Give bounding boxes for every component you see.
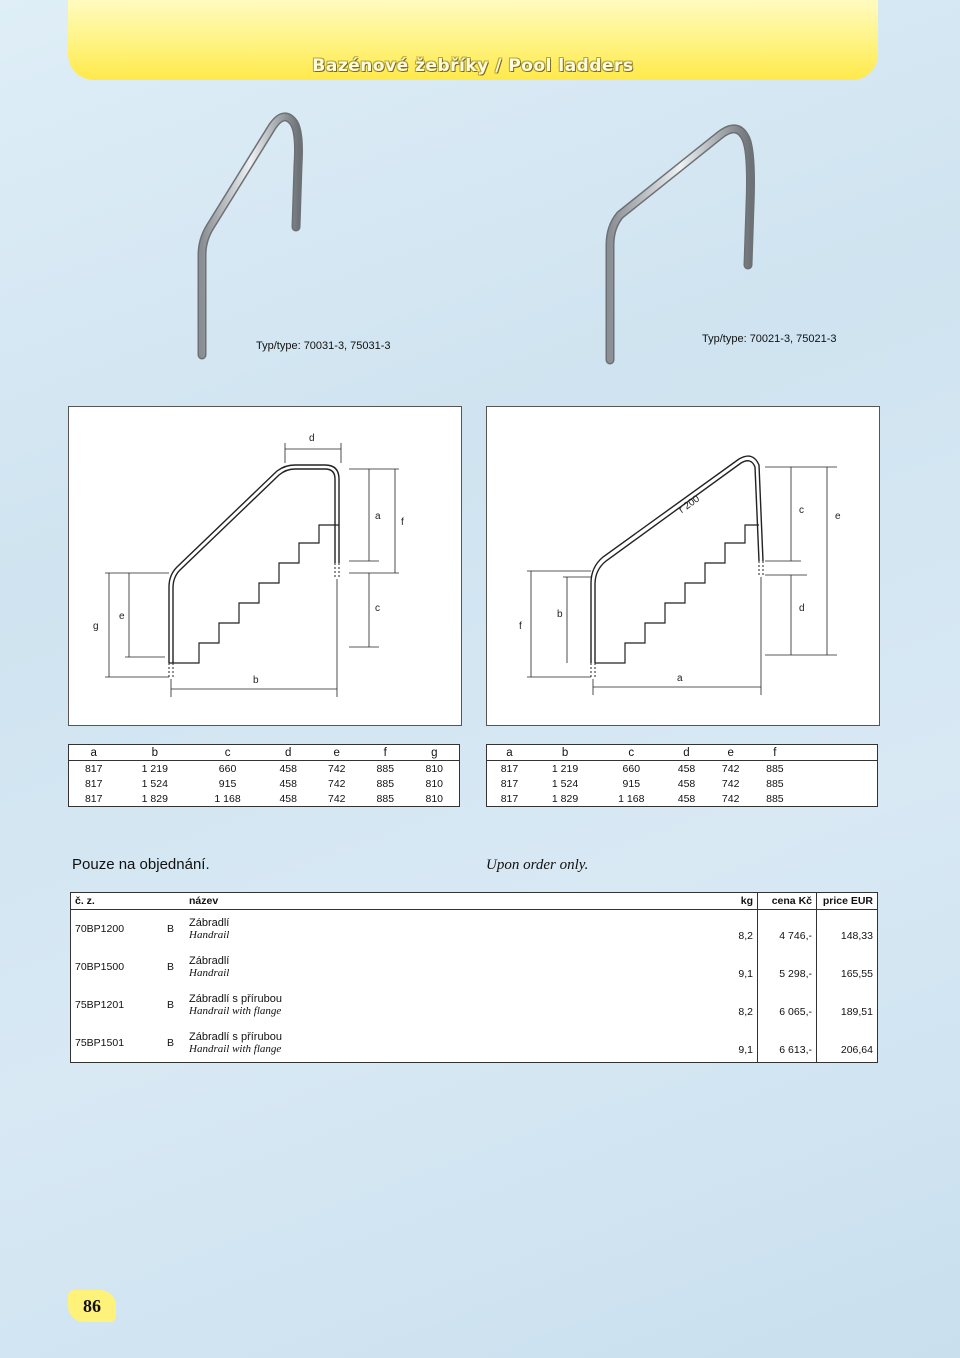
product-price-eur: 165,55 — [817, 948, 878, 986]
product-price-czk: 6 613,- — [758, 1024, 817, 1063]
order-note-en: Upon order only. — [486, 857, 589, 873]
table-cell: 810 — [425, 762, 444, 775]
column-header: f — [753, 745, 797, 761]
name-en: Handrail with flange — [189, 1005, 282, 1017]
name-en: Handrail — [189, 929, 230, 941]
handrail-photo-left — [180, 105, 320, 365]
table-cell: 1 524 — [551, 777, 579, 790]
column-header: b — [532, 745, 598, 761]
table-cell: 810 — [425, 777, 444, 790]
column-header: e — [709, 745, 753, 761]
technical-drawing-right — [486, 406, 880, 726]
dim-label-a: a — [375, 511, 381, 522]
product-name — [185, 986, 715, 1024]
table-cell: 742 — [721, 777, 740, 790]
product-code: 70BP1200 — [75, 923, 125, 935]
product-kg: 9,1 — [738, 1044, 753, 1056]
name-cz: Zábradlí s přírubou — [189, 1031, 282, 1043]
table-cell: 885 — [376, 777, 395, 790]
product-class: B — [167, 1037, 175, 1049]
dim-label-b: b — [557, 609, 563, 620]
price-table — [70, 892, 878, 1063]
table-row — [71, 910, 878, 949]
dim-label-c: c — [375, 603, 380, 614]
table-cell: 1 524 — [141, 777, 168, 790]
table-cell-empty — [797, 791, 878, 807]
dim-label-g: g — [93, 621, 99, 632]
table-cell: 458 — [677, 762, 696, 775]
column-header: d — [264, 745, 313, 761]
product-price-czk: 6 065,- — [758, 986, 817, 1024]
column-header: f — [361, 745, 410, 761]
table-cell: 817 — [500, 762, 519, 775]
column-header: g — [410, 745, 460, 761]
table-cell: 458 — [677, 792, 696, 805]
table-header-row — [71, 893, 878, 910]
column-header: a — [487, 745, 532, 761]
dim-label-c: c — [799, 505, 804, 516]
column-header-empty — [797, 745, 878, 761]
product-kg: 9,1 — [738, 968, 753, 980]
table-row — [69, 761, 460, 777]
page-title: Bazénové žebříky / Pool ladders — [312, 56, 634, 76]
dim-label-f: f — [519, 621, 522, 632]
table-cell: 1 168 — [214, 792, 241, 805]
product-name — [185, 1024, 715, 1063]
header-kg: kg — [715, 893, 758, 910]
name-en: Handrail — [189, 967, 230, 979]
dim-label-r: r 200 — [676, 493, 702, 516]
table-cell: 885 — [376, 762, 395, 775]
table-cell: 1 219 — [141, 762, 168, 775]
table-row — [71, 986, 878, 1024]
table-header-row — [487, 745, 878, 761]
product-price-czk: 5 298,- — [758, 948, 817, 986]
header-class — [163, 893, 185, 910]
table-cell: 817 — [500, 792, 519, 805]
column-header: c — [191, 745, 264, 761]
table-cell: 817 — [84, 777, 103, 790]
table-cell: 458 — [279, 777, 297, 790]
table-cell: 817 — [84, 762, 103, 775]
header-czk: cena Kč — [758, 893, 817, 910]
table-row — [69, 791, 460, 807]
table-cell: 1 829 — [551, 792, 579, 805]
product-price-czk: 4 746,- — [758, 910, 817, 949]
table-cell: 660 — [218, 762, 237, 775]
table-row — [71, 1024, 878, 1063]
product-code: 75BP1201 — [75, 999, 125, 1011]
dim-label-a: a — [677, 673, 683, 684]
table-row — [487, 761, 878, 777]
table-row — [71, 948, 878, 986]
header-eur: price EUR — [817, 893, 878, 910]
column-header: e — [312, 745, 361, 761]
column-header: d — [664, 745, 708, 761]
table-cell: 885 — [766, 762, 784, 775]
table-cell: 742 — [327, 762, 346, 775]
dim-label-f: f — [401, 517, 404, 528]
product-price-eur: 206,64 — [817, 1024, 878, 1063]
table-cell: 742 — [327, 792, 346, 805]
table-cell: 458 — [279, 792, 297, 805]
name-cz: Zábradlí s přírubou — [189, 993, 282, 1005]
product-price-eur: 148,33 — [817, 910, 878, 949]
table-cell: 660 — [622, 762, 641, 775]
dimension-table-left — [68, 744, 460, 807]
table-cell: 742 — [327, 777, 346, 790]
table-cell: 1 829 — [141, 792, 168, 805]
dim-label-e: e — [119, 611, 125, 622]
drawing-left-svg — [69, 407, 461, 725]
table-row — [487, 776, 878, 791]
dimension-table-right — [486, 744, 878, 807]
table-cell: 817 — [500, 777, 519, 790]
type-label-right: Typ/type: 70021-3, 75021-3 — [702, 333, 837, 345]
table-cell-empty — [797, 761, 878, 777]
column-header: b — [118, 745, 191, 761]
table-cell-empty — [797, 776, 878, 791]
header-code: č. z. — [71, 893, 164, 910]
table-cell: 458 — [279, 762, 297, 775]
product-name — [185, 948, 715, 986]
name-en: Handrail with flange — [189, 1043, 282, 1055]
product-kg: 8,2 — [738, 1006, 753, 1018]
name-cz: Zábradlí — [189, 917, 230, 929]
product-class: B — [167, 923, 175, 935]
product-code: 70BP1500 — [75, 961, 125, 973]
product-code: 75BP1501 — [75, 1037, 125, 1049]
dim-label-d: d — [799, 603, 805, 614]
product-name — [185, 910, 715, 949]
table-cell: 915 — [622, 777, 641, 790]
product-class: B — [167, 999, 175, 1011]
name-cz: Zábradlí — [189, 955, 230, 967]
table-cell: 885 — [766, 792, 784, 805]
drawing-right-svg — [487, 407, 879, 725]
column-header: a — [69, 745, 119, 761]
dim-label-b: b — [253, 675, 259, 686]
table-row — [69, 776, 460, 791]
product-price-eur: 189,51 — [817, 986, 878, 1024]
table-cell: 742 — [721, 792, 740, 805]
header-banner — [68, 0, 878, 80]
page-number: 86 — [68, 1290, 116, 1322]
product-class: B — [167, 961, 175, 973]
dim-label-e: e — [835, 511, 841, 522]
table-cell: 742 — [721, 762, 740, 775]
table-cell: 817 — [84, 792, 103, 805]
table-cell: 458 — [677, 777, 696, 790]
table-row — [487, 791, 878, 807]
table-cell: 915 — [218, 777, 237, 790]
table-cell: 810 — [425, 792, 444, 805]
table-cell: 1 219 — [551, 762, 579, 775]
table-cell: 1 168 — [618, 792, 645, 805]
order-note-cz: Pouze na objednání. — [72, 856, 210, 873]
type-label-left: Typ/type: 70031-3, 75031-3 — [256, 340, 391, 352]
table-header-row — [69, 745, 460, 761]
table-cell: 885 — [376, 792, 395, 805]
column-header: c — [598, 745, 664, 761]
table-cell: 885 — [766, 777, 784, 790]
header-name: název — [185, 893, 715, 910]
dim-label-d: d — [309, 433, 315, 444]
technical-drawing-left — [68, 406, 462, 726]
product-kg: 8,2 — [738, 930, 753, 942]
